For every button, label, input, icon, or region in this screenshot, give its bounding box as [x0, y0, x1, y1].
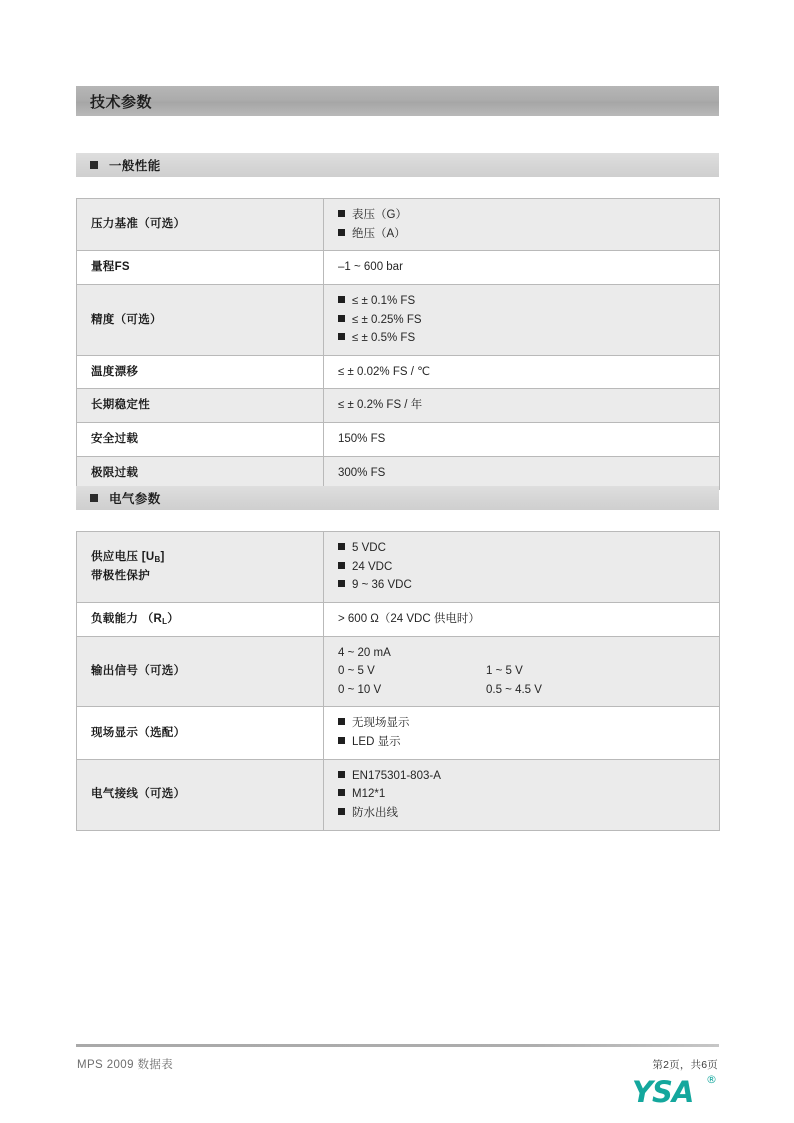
ysa-logo-text: YSA — [632, 1075, 694, 1109]
spec-row-value — [324, 532, 720, 603]
spec-value-text: 150% FS — [338, 433, 386, 445]
spec-row-label — [77, 423, 324, 457]
table-row — [77, 355, 720, 389]
square-bullet-icon — [338, 789, 345, 796]
spec-option-item — [338, 539, 719, 558]
table-row — [77, 759, 720, 830]
square-bullet-icon — [338, 808, 345, 815]
square-bullet-icon — [90, 494, 98, 502]
page-title: 技术参数 — [90, 93, 153, 111]
square-bullet-icon — [338, 229, 345, 236]
spec-option-label: ≤ ± 0.1% FS — [352, 294, 416, 307]
square-bullet-icon — [338, 580, 345, 587]
square-bullet-icon — [338, 296, 345, 303]
spec-label-line: 极限过载 — [91, 466, 139, 479]
spec-row-value — [324, 636, 720, 707]
spec-option-item — [338, 644, 486, 663]
table-row — [77, 707, 720, 759]
spec-row-label — [77, 636, 324, 707]
spec-row-value — [324, 355, 720, 389]
spec-row-value — [324, 707, 720, 759]
square-bullet-icon — [338, 210, 345, 217]
footer-document-name: MPS 2009 数据表 — [77, 1059, 174, 1071]
spec-row-value — [324, 389, 720, 423]
spec-option-label: EN175301-803-A — [352, 769, 441, 782]
table-row — [77, 602, 720, 636]
square-bullet-icon — [338, 562, 345, 569]
spec-table-electrical — [76, 531, 720, 831]
spec-value-text: –1 ~ 600 bar — [338, 261, 403, 274]
spec-option-item — [338, 311, 719, 330]
spec-option-item — [338, 681, 486, 700]
spec-row-label — [77, 759, 324, 830]
spec-label-line: 安全过载 — [91, 433, 139, 445]
spec-option-label: 无现场显示 — [352, 717, 410, 730]
spec-row-label — [77, 707, 324, 759]
spec-option-label: M12*1 — [352, 788, 386, 801]
spec-option-label: 5 VDC — [352, 542, 386, 554]
spec-row-value — [324, 423, 720, 457]
label-suffix: ） — [167, 612, 180, 625]
spec-option-item — [338, 576, 719, 595]
spec-row-label — [77, 355, 324, 389]
spec-option-item — [338, 292, 719, 311]
spec-option-item — [338, 662, 486, 681]
spec-row-value — [324, 251, 720, 285]
spec-option-item — [486, 681, 542, 700]
section-header-general — [76, 153, 719, 177]
spec-label-line: 供应电压 $[U_B]$ — [91, 551, 165, 565]
label-subscript: L — [162, 616, 168, 626]
spec-option-label: 4 ~ 20 mA — [338, 646, 391, 659]
spec-option-label: 0 ~ 5 V — [338, 665, 375, 678]
spec-label-line: 输出信号（可选） — [91, 665, 186, 678]
spec-option-item — [338, 804, 719, 823]
spec-row-label — [77, 284, 324, 355]
page-title-bar — [76, 86, 719, 116]
spec-label-line: 负载能力 $(R_L)$ — [91, 612, 180, 626]
spec-value-text: > 600 Ω（24 VDC 供电时） — [338, 612, 480, 625]
ysa-logo — [632, 1075, 717, 1109]
registered-trademark-icon: ® — [706, 1073, 717, 1086]
spec-row-label — [77, 251, 324, 285]
spec-label-line: 带极性保护 — [91, 569, 150, 582]
table-row — [77, 251, 720, 285]
spec-option-label: ≤ ± 0.5% FS — [352, 332, 416, 345]
spec-option-label: 1 ~ 5 V — [486, 665, 523, 678]
spec-label-line: 电气接线（可选） — [91, 788, 186, 801]
spec-option-row — [338, 681, 719, 700]
spec-label-line: 现场显示（选配） — [91, 726, 186, 739]
square-bullet-icon — [338, 315, 345, 322]
spec-row-value — [324, 199, 720, 251]
spec-option-label: ≤ ± 0.25% FS — [352, 313, 422, 326]
spec-option-label: 表压（G） — [352, 209, 407, 221]
spec-option-item — [338, 558, 719, 577]
spec-row-value — [324, 759, 720, 830]
spec-row-label — [77, 199, 324, 251]
label-suffix: ] — [160, 551, 165, 564]
spec-option-item — [338, 785, 719, 804]
spec-label-line: 压力基准（可选） — [91, 218, 186, 231]
square-bullet-icon — [338, 771, 345, 778]
spec-option-label: LED 显示 — [352, 736, 401, 748]
spec-option-label: 0.5 ~ 4.5 V — [486, 683, 542, 696]
square-bullet-icon — [338, 718, 345, 725]
spec-option-label: 24 VDC — [352, 560, 393, 573]
spec-row-label — [77, 456, 324, 490]
spec-option-label: 9 ~ 36 VDC — [352, 579, 412, 592]
table-row — [77, 284, 720, 355]
spec-option-row — [338, 662, 719, 681]
spec-label-line: 量程FS — [91, 261, 130, 274]
spec-value-text: ≤ ± 0.2% FS / 年 — [338, 399, 423, 412]
spec-option-label: 绝压（A） — [352, 227, 406, 240]
square-bullet-icon — [338, 737, 345, 744]
square-bullet-icon — [90, 161, 98, 169]
spec-option-row — [338, 644, 719, 663]
spec-row-label — [77, 389, 324, 423]
spec-option-grid — [338, 644, 719, 700]
square-bullet-icon — [338, 333, 345, 340]
spec-row-value — [324, 602, 720, 636]
spec-option-label: 0 ~ 10 V — [338, 683, 382, 696]
spec-value-text: ≤ ± 0.02% FS / ℃ — [338, 365, 431, 378]
spec-option-item — [338, 767, 719, 786]
section-header-electrical — [76, 486, 719, 510]
section-title-electrical: 电气参数 — [109, 492, 161, 506]
table-electrical-body — [77, 532, 720, 831]
table-row — [77, 456, 720, 490]
spec-label-line: 精度（可选） — [91, 313, 162, 326]
spec-table-general — [76, 198, 720, 490]
table-row — [77, 532, 720, 603]
spec-label-line: 长期稳定性 — [91, 399, 150, 412]
table-row — [77, 423, 720, 457]
table-row — [77, 199, 720, 251]
spec-option-item — [486, 662, 523, 681]
section-title-general: 一般性能 — [109, 159, 161, 173]
spec-row-label — [77, 532, 324, 603]
spec-option-item — [338, 206, 719, 225]
label-subscript: B — [154, 555, 161, 565]
spec-option-label: 防水出线 — [352, 806, 398, 819]
spec-option-item — [338, 329, 719, 348]
spec-row-value — [324, 456, 720, 490]
spec-option-item — [338, 225, 719, 244]
footer-divider — [76, 1044, 719, 1047]
table-row — [77, 636, 720, 707]
spec-row-label — [77, 602, 324, 636]
table-general-body — [77, 199, 720, 490]
spec-option-item — [338, 714, 719, 733]
spec-row-value — [324, 284, 720, 355]
spec-option-item — [338, 733, 719, 752]
footer-page-number: 第2页，共6页 — [652, 1059, 718, 1071]
spec-label-line: 温度漂移 — [91, 365, 139, 378]
table-row — [77, 389, 720, 423]
square-bullet-icon — [338, 543, 345, 550]
spec-value-text: 300% FS — [338, 466, 386, 479]
